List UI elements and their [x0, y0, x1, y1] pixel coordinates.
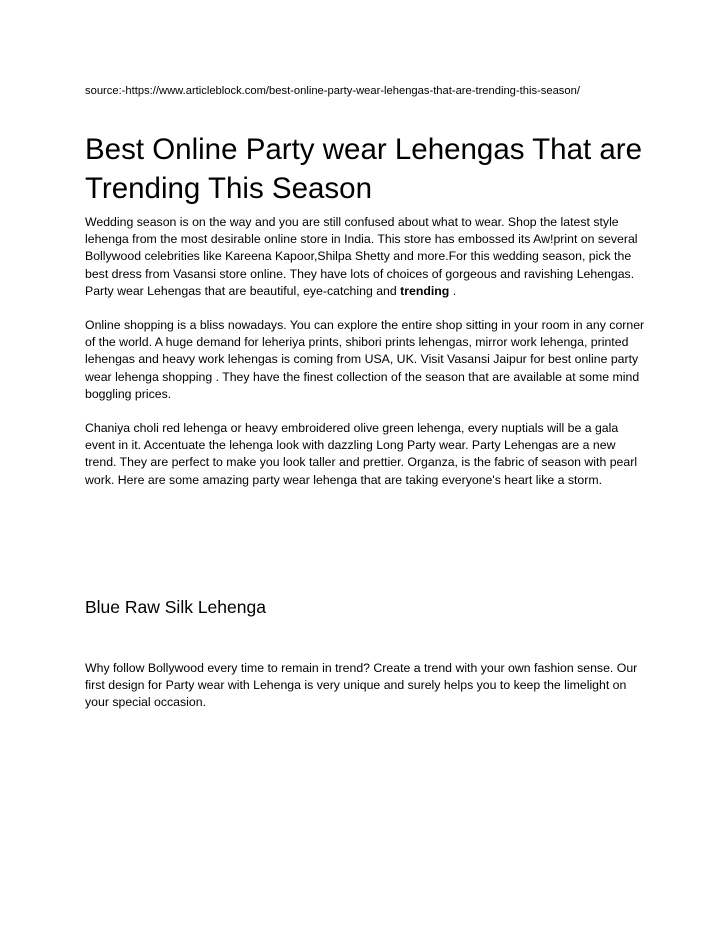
intro-paragraph-text: Wedding season is on the way and you are still confused about what to wear. Shop the latest style lehenga from the most desirable online store in India. This store has embossed its Aw!print on several Bollywood celebrities like Kareena Kapoor,Shilpa Shetty and more.For this wedding season, pick the best dress from Vasansi store online. They have lots of choices of gorgeous and ravishing Lehengas. Party wear Lehengas that are beautiful, eye-catching and — [85, 215, 638, 298]
online-shopping-paragraph: Online shopping is a bliss nowadays. You can explore the entire shop sitting in your room in any corner of the world. A huge demand for leheriya prints, shibori prints lehengas, mirror work lehenga, printed lehengas and heavy work lehengas is coming from USA, UK. Visit Vasansi Jaipur for best online party wear lehenga shopping . They have the finest collection of the season that are available at some mind boggling prices. — [85, 318, 645, 401]
chaniya-choli-paragraph: Chaniya choli red lehenga or heavy embroidered olive green lehenga, every nuptials will be a gala event in it. Accentuate the lehenga look with dazzling Long Party wear. Party Lehengas are a new trend. They are perfect to make you look taller and prettier. Organza, is the fabric of season with pearl work. Here are some amazing party wear lehenga that are taking everyone's heart like a storm. — [85, 421, 638, 487]
source-line: source:-https://www.articleblock.com/best-online-party-wear-lehengas-that-are-trending-this-season/ — [85, 85, 580, 97]
section-body-paragraph: Why follow Bollywood every time to remain in trend? Create a trend with your own fashion sense. Our first design for Party wear with Lehenga is very unique and surely helps you to keep the limelight on your special occasion. — [85, 661, 638, 710]
intro-paragraph-end: . — [449, 283, 457, 298]
trending-bold-text: trending — [400, 283, 450, 298]
section-heading: Blue Raw Silk Lehenga — [85, 597, 266, 617]
page-title: Best Online Party wear Lehengas That are Trending This Season — [85, 133, 642, 205]
intro-paragraph — [85, 214, 645, 300]
